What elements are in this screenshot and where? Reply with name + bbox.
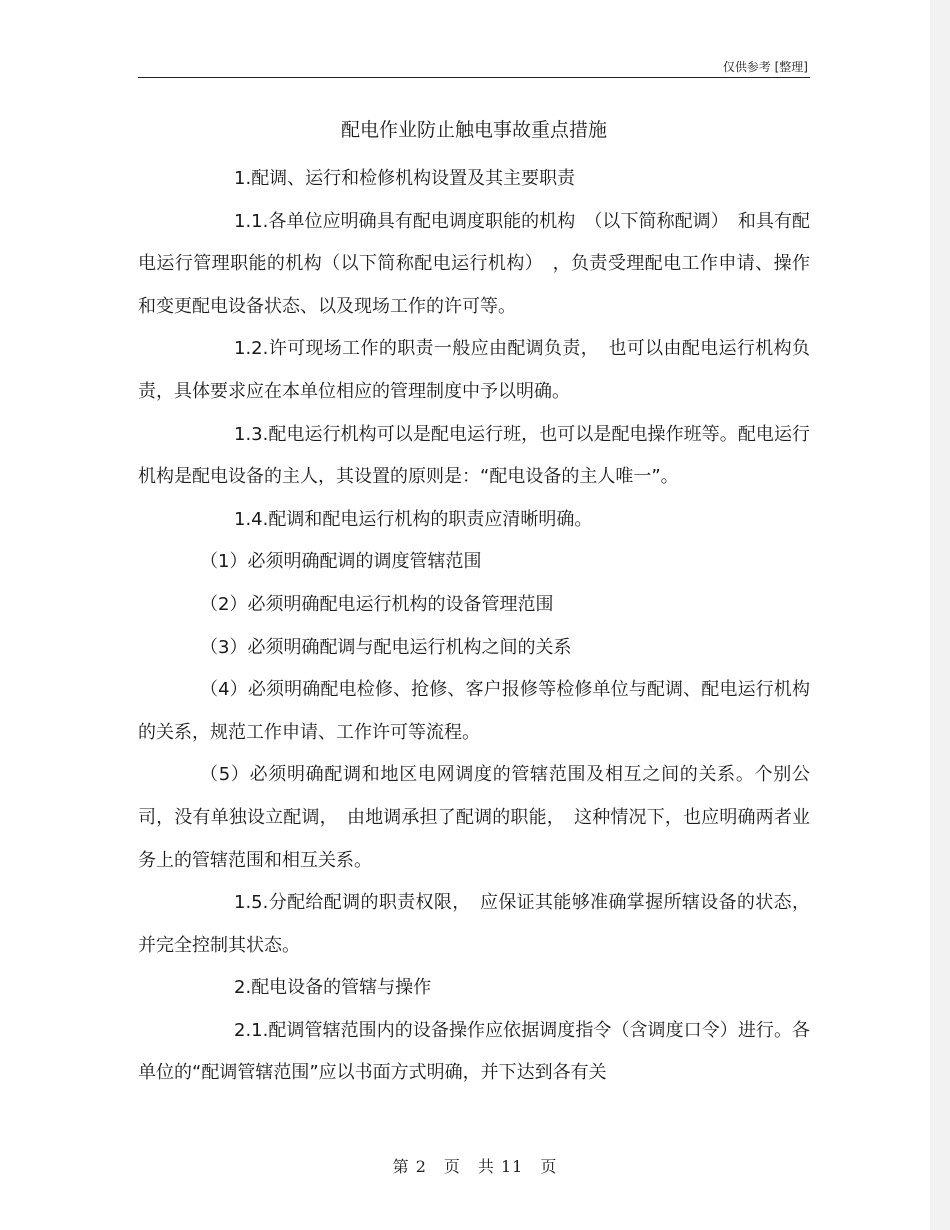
section-text: 配调管辖范围内的设备操作应依据调度指令（含调度口令）进行。各单位的“配调管辖范围”应以书面方式明确，并下达到各有关 bbox=[138, 1019, 810, 1084]
page-number-footer: 第 2 页 共 11 页 bbox=[392, 1157, 558, 1176]
section-1 bbox=[138, 158, 810, 201]
section-1-3 bbox=[138, 414, 810, 499]
list-item-1 bbox=[138, 541, 810, 584]
section-text: 分配给配调的职责权限， 应保证其能够准确掌握所辖设备的状态，并完全控制其状态。 bbox=[138, 892, 810, 956]
section-number: 1. bbox=[234, 168, 252, 189]
section-text: 配电运行机构可以是配电运行班，也可以是配电操作班等。配电运行机构是配电设备的主人，其设置的原则是：“配电设备的主人唯一”。 bbox=[138, 423, 810, 488]
section-number: 2.1. bbox=[234, 1019, 269, 1041]
section-2 bbox=[138, 967, 810, 1010]
section-text: 配调、运行和检修机构设置及其主要职责 bbox=[251, 168, 576, 189]
list-item-text: （3）必须明确配调与配电运行机构之间的关系 bbox=[200, 636, 572, 658]
section-number: 1.5. bbox=[234, 892, 269, 914]
document-body bbox=[138, 158, 810, 1095]
section-number: 2. bbox=[234, 977, 252, 999]
section-number: 1.4. bbox=[234, 508, 269, 530]
list-item-3 bbox=[138, 627, 810, 670]
section-1-2 bbox=[138, 328, 810, 413]
header-divider bbox=[138, 77, 810, 78]
list-item-text: （4）必须明确配电检修、抢修、客户报修等检修单位与配调、配电运行机构的关系，规范工作申请、工作许可等流程。 bbox=[138, 679, 810, 743]
section-2-1 bbox=[138, 1010, 810, 1095]
header-note: 仅供参考 [整理] bbox=[722, 60, 808, 74]
list-item-text: （5）必须明确配调和地区电网调度的管辖范围及相互之间的关系。个别公司，没有单独设立配调， 由地调承担了配调的职能， 这种情况下，也应明确两者业务上的管辖范围和相互关系。 bbox=[138, 764, 810, 871]
document-title: 配电作业防止触电事故重点措施 bbox=[340, 119, 607, 141]
section-1-1 bbox=[138, 201, 810, 329]
section-number: 1.2. bbox=[234, 338, 269, 360]
section-1-5 bbox=[138, 882, 810, 967]
section-number: 1.1. bbox=[234, 210, 269, 232]
list-item-text: （1）必须明确配调的调度管辖范围 bbox=[200, 551, 482, 573]
list-item-5 bbox=[138, 754, 810, 882]
list-item-2 bbox=[138, 584, 810, 627]
section-text: 许可现场工作的职责一般应由配调负责， 也可以由配电运行机构负责，具体要求应在本单位相应的管理制度中予以明确。 bbox=[138, 338, 810, 402]
section-1-4 bbox=[138, 499, 810, 542]
section-number: 1.3. bbox=[234, 423, 269, 445]
section-text: 配调和配电运行机构的职责应清晰明确。 bbox=[268, 508, 593, 530]
list-item-4 bbox=[138, 669, 810, 754]
section-text: 各单位应明确具有配电调度职能的机构 （以下简称配调） 和具有配电运行管理职能的机构（以下简称配电运行机构） ，负责受理配电工作申请、操作和变更配电设备状态、以及现场工作的许可等。 bbox=[138, 210, 810, 317]
section-text: 配电设备的管辖与操作 bbox=[251, 977, 432, 999]
list-item-text: （2）必须明确配电运行机构的设备管理范围 bbox=[200, 593, 554, 615]
